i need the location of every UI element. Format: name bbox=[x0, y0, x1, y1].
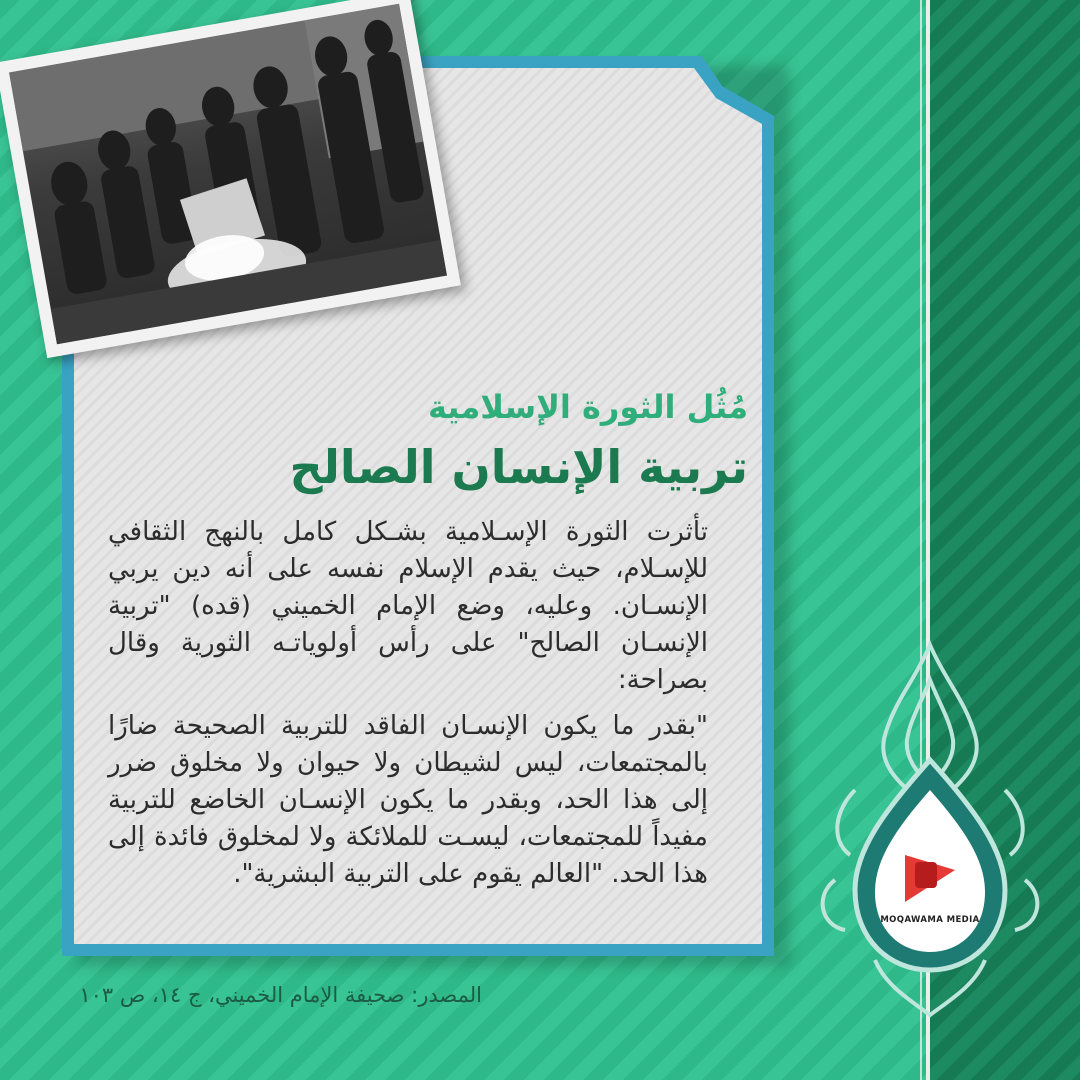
logo-text: MOQAWAMA MEDIA bbox=[880, 915, 980, 925]
source-citation: المصدر: صحيفة الإمام الخميني، ج ١٤، ص ١٠٣ bbox=[79, 983, 482, 1007]
body-paragraph-1: تأثرت الثورة الإسـلامية بشـكل كامل بالنهج الثقافي للإسـلام، حيث يقدم الإسلام نفسه على أنه دين يربي الإنسـان. وعليه، وضع الإمام الخميني (قده) "تربية الإنسـان الصالح" على رأس أولوياتـه الثورية وقال بصراحة: bbox=[108, 517, 708, 695]
photo-image bbox=[9, 4, 447, 345]
page-title: تربية الإنسان الصالح bbox=[289, 440, 748, 494]
subtitle: مُثُل الثورة الإسلامية bbox=[428, 388, 748, 426]
ornament-icon bbox=[815, 640, 1045, 1020]
ornamental-logo bbox=[815, 640, 1045, 1020]
photo-illustration bbox=[9, 4, 447, 345]
quote-paragraph: "بقدر ما يكون الإنسـان الفاقد للتربية الصحيحة ضارًا بالمجتمعات، ليس لشيطان ولا حيوان ولا مخلوق ضرر إلى هذا الحد، وبقدر ما يكون الإنسـان الخاضع للتربية مفيداً للمجتمعات، ليسـت للملائكة ولا لمخلوق فائدة إلى هذا الحد. "العالم يقوم على التربية البشرية". bbox=[108, 711, 708, 889]
